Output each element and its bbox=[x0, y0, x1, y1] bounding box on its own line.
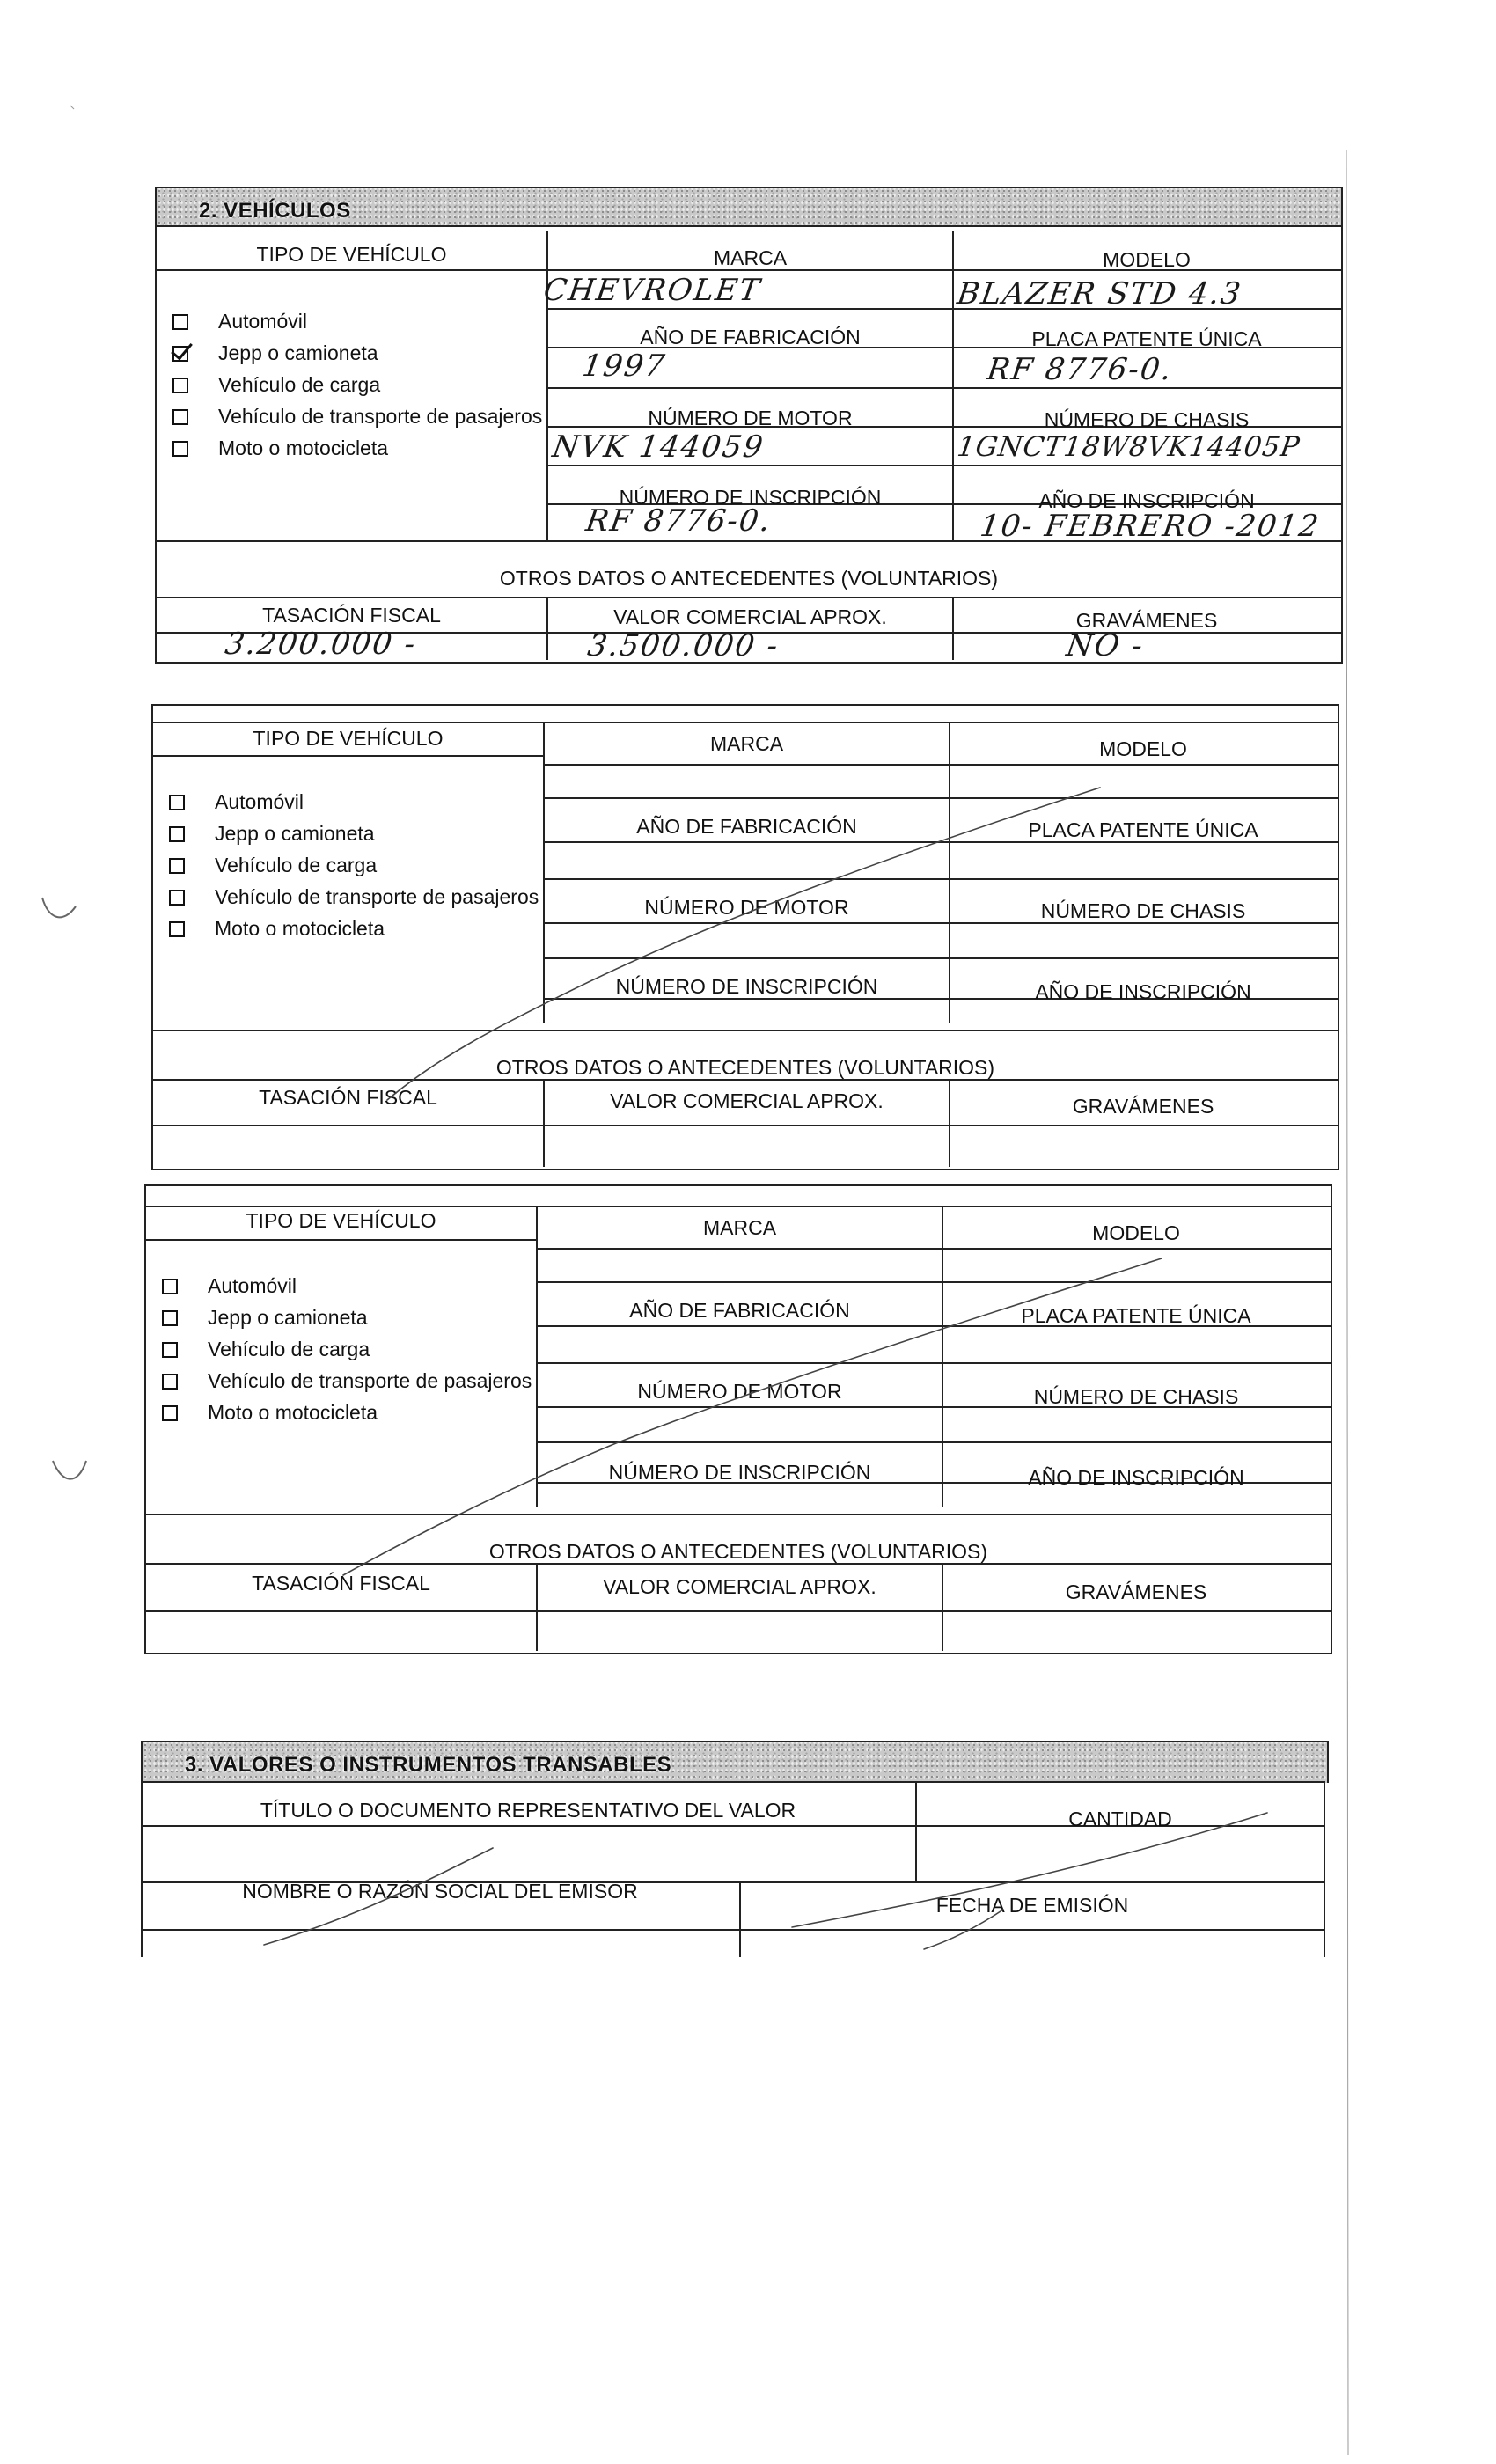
num-inscripcion-label: NÚMERO DE INSCRIPCIÓN bbox=[615, 975, 878, 998]
vehicles-section-title: 2. VEHÍCULOS bbox=[199, 199, 351, 223]
anio-fabricacion-label: AÑO DE FABRICACIÓN bbox=[629, 1299, 850, 1322]
anio-inscripcion-label: AÑO DE INSCRIPCIÓN bbox=[1038, 489, 1255, 512]
emisor-label: NOMBRE O RAZÓN SOCIAL DEL EMISOR bbox=[242, 1880, 638, 1903]
placa-label: PLACA PATENTE ÚNICA bbox=[1021, 1304, 1251, 1327]
option-label: Moto o motocicleta bbox=[208, 1401, 378, 1424]
motor-label: NÚMERO DE MOTOR bbox=[637, 1380, 842, 1403]
anio-inscripcion-label: AÑO DE INSCRIPCIÓN bbox=[1035, 980, 1251, 1003]
tasacion-label: TASACIÓN FISCAL bbox=[262, 604, 441, 627]
hw-motor: NVK 144059 bbox=[550, 429, 767, 465]
tasacion-label: TASACIÓN FISCAL bbox=[259, 1086, 437, 1109]
valor-label: VALOR COMERCIAL APROX. bbox=[610, 1089, 884, 1112]
placa-label: PLACA PATENTE ÚNICA bbox=[1028, 818, 1258, 841]
otros-datos-label: OTROS DATOS O ANTECEDENTES (VOLUNTARIOS) bbox=[499, 567, 999, 590]
modelo-label: MODELO bbox=[1092, 1221, 1180, 1244]
gravamenes-label: GRAVÁMENES bbox=[1075, 609, 1218, 632]
option-label: Vehículo de transporte de pasajeros bbox=[218, 405, 543, 428]
chasis-label: NÚMERO DE CHASIS bbox=[1044, 408, 1250, 431]
option-label: Vehículo de carga bbox=[218, 373, 381, 396]
otros-datos-label: OTROS DATOS O ANTECEDENTES (VOLUNTARIOS) bbox=[488, 1540, 988, 1563]
hw-valor: 3.500.000 - bbox=[585, 628, 782, 664]
fecha-emision-label: FECHA DE EMISIÓN bbox=[935, 1894, 1129, 1917]
motor-label: NÚMERO DE MOTOR bbox=[644, 896, 849, 919]
chasis-label: NÚMERO DE CHASIS bbox=[1033, 1385, 1239, 1408]
marca-label: MARCA bbox=[709, 732, 784, 755]
gravamenes-label: GRAVÁMENES bbox=[1065, 1580, 1207, 1603]
tasacion-label: TASACIÓN FISCAL bbox=[252, 1572, 430, 1595]
titulo-documento-label: TÍTULO O DOCUMENTO REPRESENTATIVO DEL VALOR bbox=[260, 1799, 796, 1822]
num-inscripcion-label: NÚMERO DE INSCRIPCIÓN bbox=[608, 1461, 871, 1484]
anio-inscripcion-label: AÑO DE INSCRIPCIÓN bbox=[1028, 1466, 1244, 1489]
option-label: Vehículo de carga bbox=[215, 854, 378, 876]
anio-fabricacion-label: AÑO DE FABRICACIÓN bbox=[636, 815, 857, 838]
cantidad-label: CANTIDAD bbox=[1068, 1808, 1172, 1830]
hw-modelo: BLAZER STD 4.3 bbox=[955, 276, 1244, 312]
hw-chasis: 1GNCT18W8VK14405P bbox=[955, 431, 1302, 463]
option-label: Vehículo de carga bbox=[208, 1338, 370, 1360]
anio-fabricacion-label: AÑO DE FABRICACIÓN bbox=[640, 326, 861, 348]
tipo-vehiculo-label: TIPO DE VEHÍCULO bbox=[246, 1209, 436, 1232]
hw-anio-fabricacion: 1997 bbox=[580, 348, 669, 384]
marca-label: MARCA bbox=[702, 1216, 777, 1239]
hw-gravamenes: NO - bbox=[1064, 628, 1147, 664]
valor-label: VALOR COMERCIAL APROX. bbox=[613, 605, 887, 628]
option-label: Automóvil bbox=[208, 1274, 297, 1297]
option-label: Moto o motocicleta bbox=[218, 436, 389, 459]
option-label: Automóvil bbox=[215, 790, 304, 813]
option-label: Vehículo de transporte de pasajeros bbox=[208, 1369, 532, 1392]
num-inscripcion-label: NÚMERO DE INSCRIPCIÓN bbox=[619, 486, 882, 509]
hw-tasacion: 3.200.000 - bbox=[223, 627, 420, 662]
tipo-vehiculo-label: TIPO DE VEHÍCULO bbox=[256, 243, 447, 266]
hw-marca: CHEVROLET bbox=[541, 273, 764, 308]
modelo-label: MODELO bbox=[1099, 737, 1187, 760]
option-label: Automóvil bbox=[218, 310, 307, 333]
option-label: Jepp o camioneta bbox=[218, 341, 378, 364]
marca-label: MARCA bbox=[713, 246, 788, 269]
hw-anio-inscripcion: 10- FEBRERO -2012 bbox=[978, 509, 1323, 544]
valor-label: VALOR COMERCIAL APROX. bbox=[603, 1575, 876, 1598]
securities-section-title: 3. VALORES O INSTRUMENTOS TRANSABLES bbox=[185, 1753, 672, 1777]
option-label: Jepp o camioneta bbox=[215, 822, 375, 845]
gravamenes-label: GRAVÁMENES bbox=[1072, 1095, 1214, 1118]
option-label: Vehículo de transporte de pasajeros bbox=[215, 885, 539, 908]
otros-datos-label: OTROS DATOS O ANTECEDENTES (VOLUNTARIOS) bbox=[495, 1056, 995, 1079]
hw-num-inscripcion: RF 8776-0. bbox=[583, 503, 774, 539]
option-label: Moto o motocicleta bbox=[215, 917, 385, 940]
hw-placa: RF 8776-0. bbox=[985, 352, 1176, 387]
placa-label: PLACA PATENTE ÚNICA bbox=[1031, 327, 1262, 350]
motor-label: NÚMERO DE MOTOR bbox=[648, 407, 853, 429]
tipo-vehiculo-label: TIPO DE VEHÍCULO bbox=[253, 727, 444, 750]
modelo-label: MODELO bbox=[1103, 248, 1191, 271]
chasis-label: NÚMERO DE CHASIS bbox=[1040, 899, 1246, 922]
option-label: Jepp o camioneta bbox=[208, 1306, 368, 1329]
